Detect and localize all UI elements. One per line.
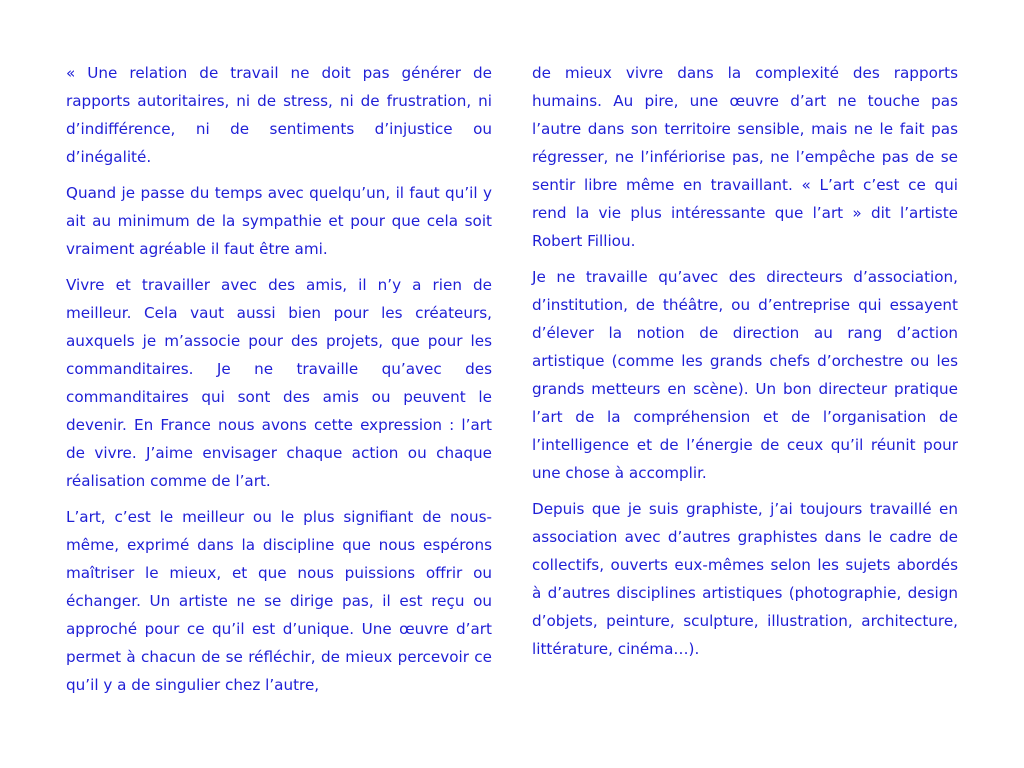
paragraph: de mieux vivre dans la complexité des rapports humains. Au pire, une œuvre d’art ne touche pas l’autre dans son territoire sensible, mais ne le fait pas régresser, ne l’infériorise pas, ne l’empêche pas de se sentir libre même en travaillant. « L’art c’est ce qui rend la vie plus intéressante que l’art » dit l’artiste Robert Filliou. (532, 64, 958, 250)
left-column (66, 59, 492, 707)
paragraph: « Une relation de travail ne doit pas générer de rapports autoritaires, ni de stress, ni de frustration, ni d’indifférence, ni de sentiments d’injustice ou d’inégalité. (66, 64, 492, 166)
paragraph: Quand je passe du temps avec quelqu’un, il faut qu’il y ait au minimum de la sympathie et pour que cela soit vraiment agréable il faut être ami. (66, 184, 492, 258)
right-column (532, 59, 958, 671)
paragraph: Vivre et travailler avec des amis, il n’y a rien de meilleur. Cela vaut aussi bien pour les créateurs, auxquels je m’associe pour des projets, que pour les commanditaires. Je ne travaille qu’avec des commanditaires qui sont des amis ou peuvent le devenir. En France nous avons cette expression : l’art de vivre. J’aime envisager chaque action ou chaque réalisation comme de l’art. (66, 276, 492, 490)
paragraph: L’art, c’est le meilleur ou le plus signifiant de nousmême, exprimé dans la discipline que nous espérons maîtriser le mieux, et que nous puissions offrir ou échanger. Un artiste ne se dirige pas, il est reçu ou approché pour ce qu’il est d’unique. Une œuvre d’art permet à chacun de se réfléchir, de mieux percevoir ce qu’il y a de singulier chez l’autre, (66, 508, 492, 694)
paragraph: Depuis que je suis graphiste, j’ai toujours travaillé en association avec d’autres graphistes dans le cadre de collectifs, ouverts eux-mêmes selon les sujets abordés à d’autres disciplines artistiques (photographie, design d’objets, peinture, sculpture, illustration, architecture, littérature, cinéma…). (532, 500, 958, 658)
paragraph: Je ne travaille qu’avec des directeurs d’association, d’institution, de théâtre, ou d’entreprise qui essayent d’élever la notion de direction au rang d’action artistique (comme les grands chefs d’orchestre ou les grands metteurs en scène). Un bon directeur pratique l’art de la compréhension et de l’organisation de l’intelligence et de l’énergie de ceux qu’il réunit pour une chose à accomplir. (532, 268, 958, 482)
